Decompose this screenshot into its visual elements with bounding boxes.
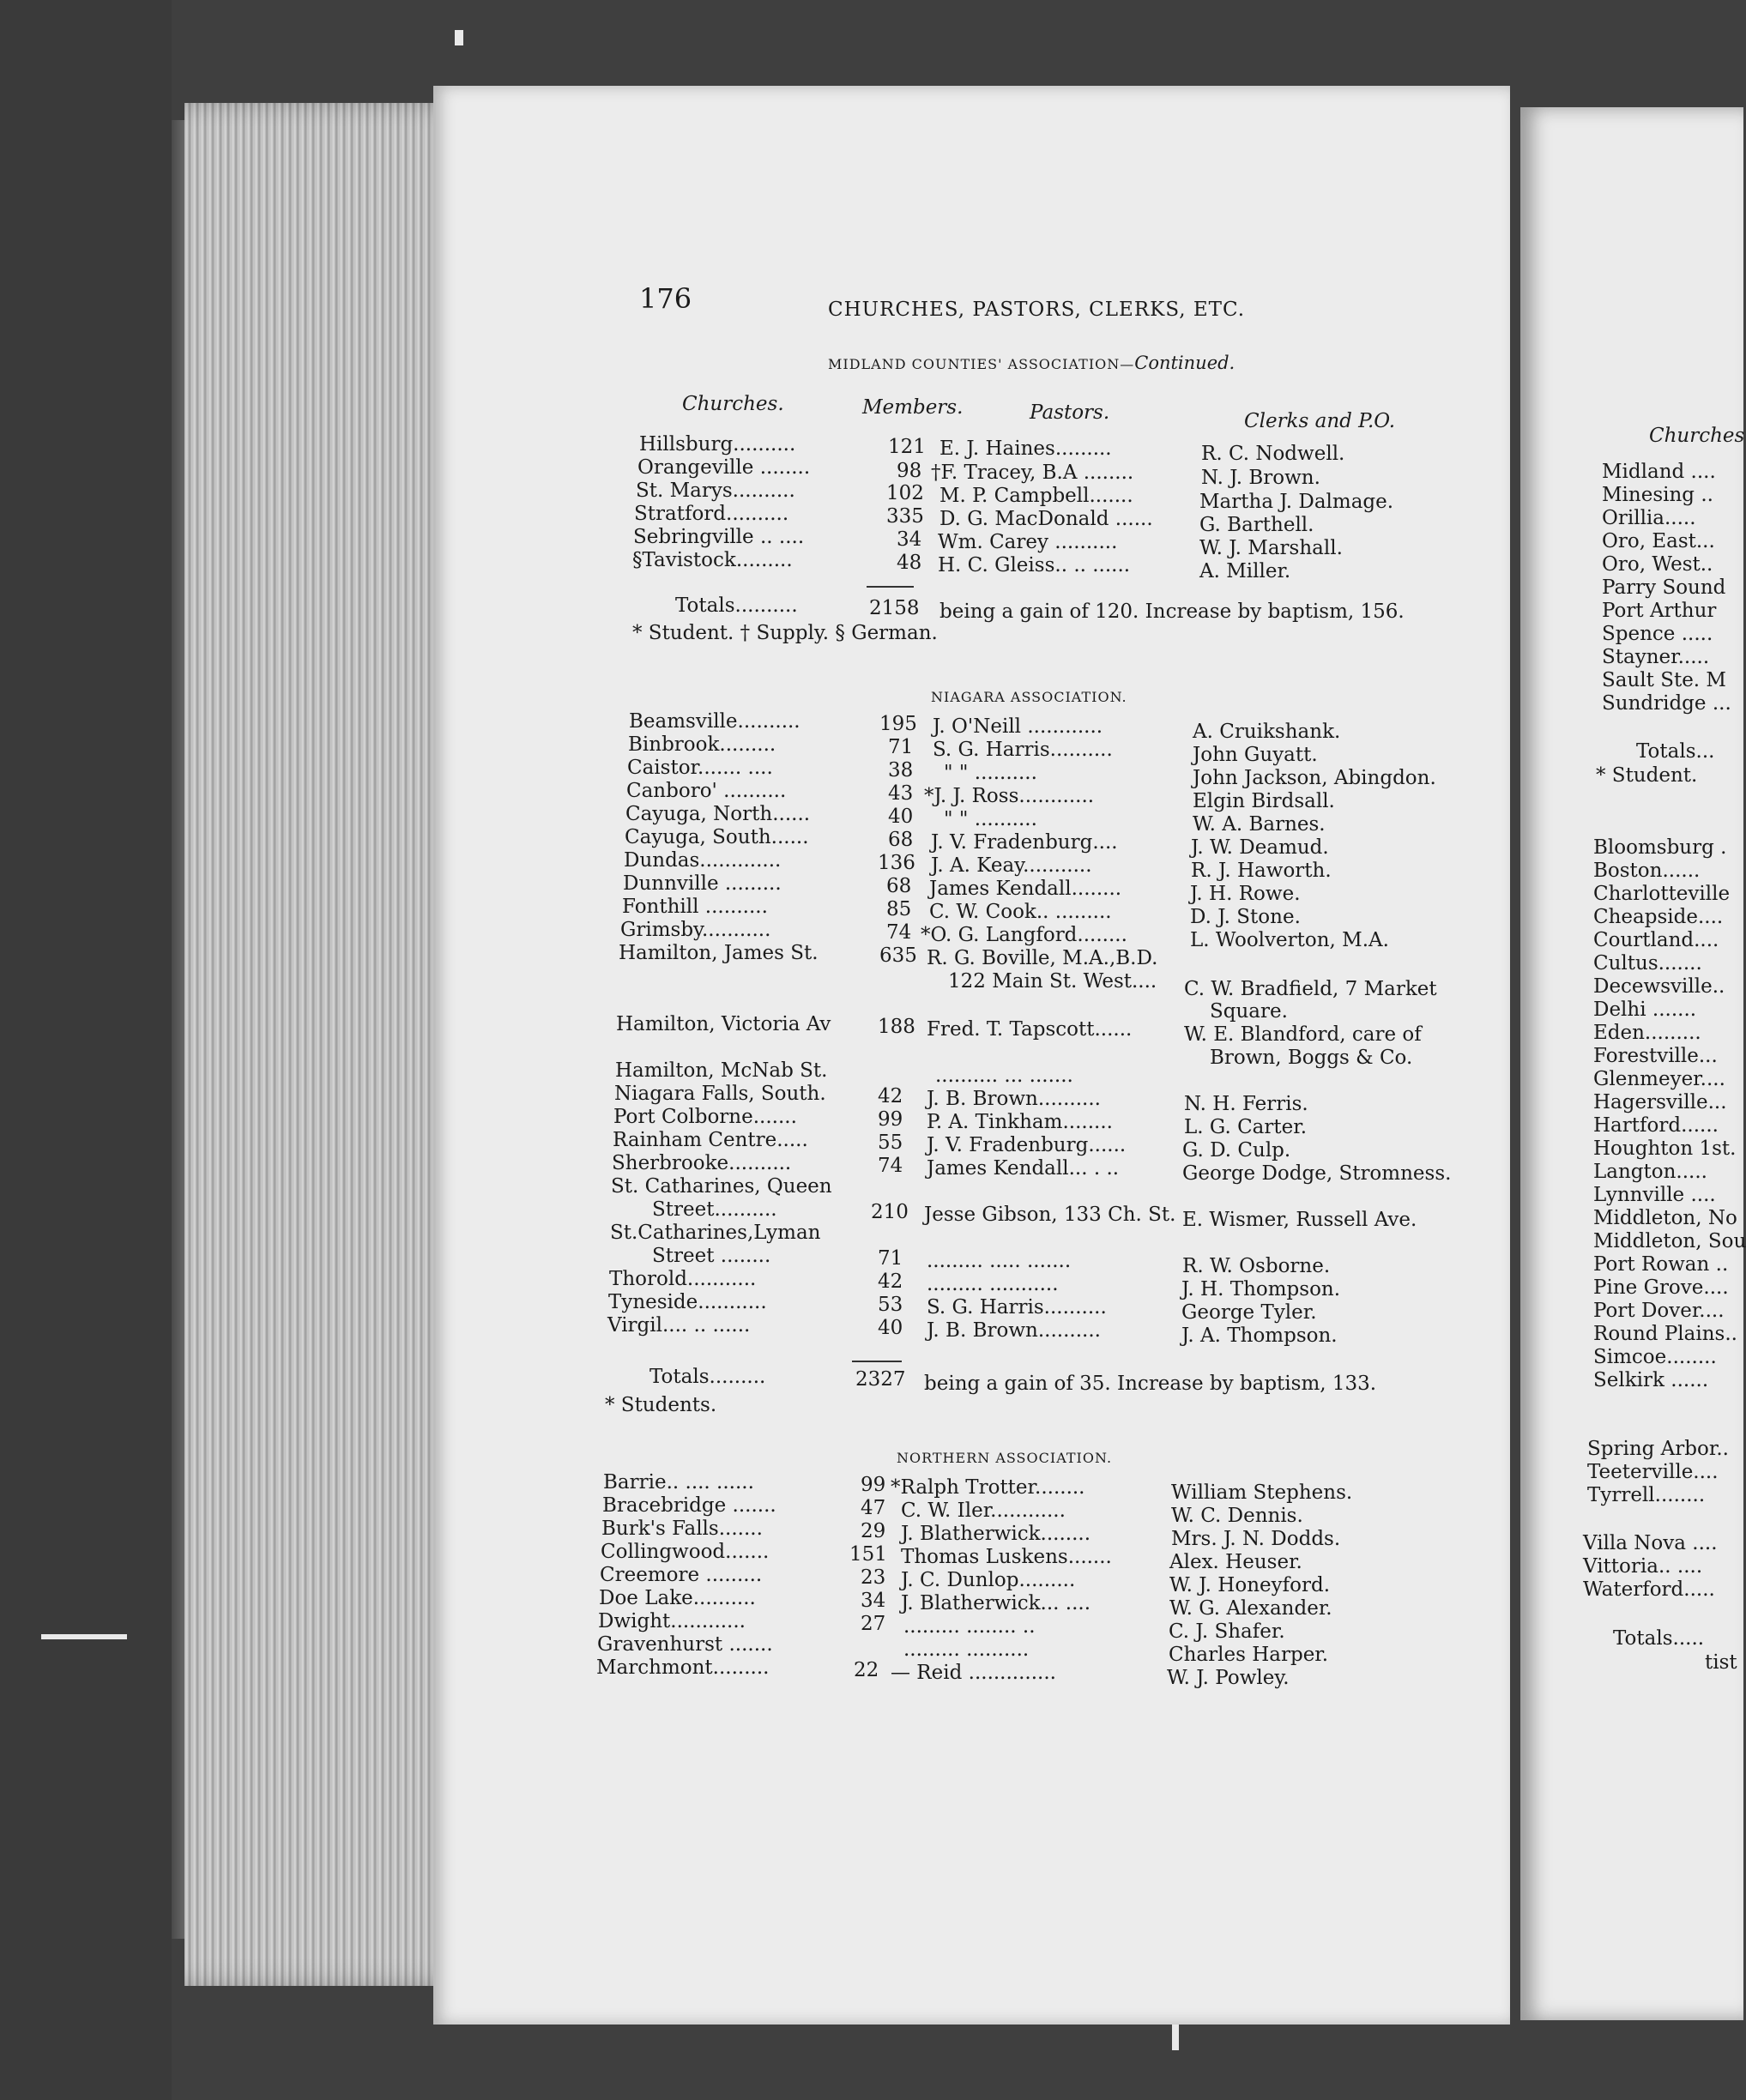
church-name: Hamilton, James St. — [619, 942, 819, 964]
church-name: St.Catharines,Lyman — [610, 1222, 821, 1244]
list-item: Cheapside.... — [1593, 906, 1724, 928]
totals-value: 2158 — [869, 597, 920, 619]
clerk: A. Cruikshank. — [1193, 721, 1341, 743]
list-item: Stayner..... — [1602, 646, 1710, 668]
members: 85 — [886, 898, 912, 920]
list-item: Sundridge ... — [1602, 692, 1731, 715]
clerk: C. W. Bradfield, 7 Market — [1184, 978, 1437, 1000]
members: 40 — [878, 1317, 903, 1339]
members: 29 — [861, 1520, 886, 1542]
members: 47 — [861, 1497, 886, 1519]
pastor: James Kendall... . .. — [927, 1157, 1120, 1180]
list-item: Delhi ....... — [1593, 999, 1697, 1021]
section-heading-northern: NORTHERN ASSOCIATION. — [897, 1450, 1113, 1466]
margin-mark — [455, 30, 463, 45]
list-item: Port Dover.... — [1593, 1300, 1725, 1322]
clerk: Alex. Heuser. — [1169, 1551, 1302, 1573]
pastor: J. A. Keay........... — [931, 854, 1092, 877]
section-heading-midland: MIDLAND COUNTIES' ASSOCIATION—Continued. — [828, 353, 1235, 373]
list-item: Hartford...... — [1593, 1114, 1719, 1137]
pastor: — Reid .............. — [891, 1662, 1056, 1684]
pastor: J. Blatherwick........ — [901, 1523, 1091, 1545]
list-item: Simcoe........ — [1593, 1346, 1717, 1368]
col-header-members: Members. — [862, 396, 964, 419]
members: 22 — [854, 1659, 879, 1681]
church-name: Collingwood....... — [601, 1541, 770, 1563]
clerk: W. E. Blandford, care of — [1184, 1023, 1422, 1046]
pastor: ......... ........ .. — [903, 1615, 1036, 1638]
pastor: J. B. Brown.......... — [927, 1088, 1101, 1110]
list-item: Minesing .. — [1602, 484, 1713, 506]
list-item: Houghton 1st. — [1593, 1138, 1737, 1160]
list-item: Glenmeyer.... — [1593, 1068, 1725, 1090]
pastor: Jesse Gibson, 133 Ch. St. — [924, 1204, 1176, 1226]
clerk: Charles Harper. — [1169, 1644, 1329, 1666]
members: 53 — [878, 1294, 903, 1316]
clerk: W. J. Marshall. — [1199, 537, 1343, 559]
church-name: Orangeville ........ — [637, 456, 811, 479]
totals-label: Totals... — [1636, 740, 1715, 763]
list-item: Forestville... — [1593, 1045, 1718, 1067]
members: 68 — [888, 829, 914, 851]
members: 136 — [878, 852, 915, 874]
members: 48 — [897, 552, 922, 574]
list-item: Tyrrell........ — [1587, 1484, 1706, 1506]
pastor: J. V. Fradenburg.... — [931, 831, 1118, 854]
church-name: Dunnville ......... — [623, 872, 782, 895]
pastor: J. V. Fradenburg...... — [927, 1134, 1127, 1156]
church-name: Tyneside........... — [608, 1291, 767, 1313]
list-item: Vittoria.. .... — [1583, 1555, 1703, 1578]
list-item: Waterford..... — [1583, 1578, 1715, 1601]
pastor: " " .......... — [944, 762, 1037, 784]
clerk: William Stephens. — [1171, 1481, 1353, 1504]
list-item: Orillia..... — [1602, 507, 1696, 529]
col-header-clerks: Clerks and P.O. — [1244, 410, 1396, 432]
pastor: S. G. Harris.......... — [933, 739, 1113, 761]
book-page-edges — [184, 103, 468, 1986]
clerk: John Guyatt. — [1193, 744, 1318, 766]
list-item: Port Arthur — [1602, 600, 1717, 622]
members: 42 — [878, 1270, 903, 1293]
pastor: ......... ........... — [927, 1273, 1059, 1295]
list-item: Cultus....... — [1593, 952, 1702, 975]
page-number: 176 — [639, 282, 692, 315]
list-item: Middleton, Sou — [1593, 1230, 1746, 1252]
church-name: Hamilton, McNab St. — [615, 1059, 828, 1082]
church-name: Cayuga, South...... — [625, 826, 809, 848]
clerk: George Tyler. — [1181, 1301, 1317, 1324]
pastor: M. P. Campbell....... — [939, 485, 1133, 507]
list-item: Langton..... — [1593, 1161, 1707, 1183]
list-item: Oro, West.. — [1602, 553, 1713, 576]
list-item: Parry Sound — [1602, 576, 1726, 599]
church-name: Doe Lake.......... — [599, 1587, 756, 1609]
pastor: S. G. Harris.......... — [927, 1296, 1107, 1319]
clerk: R. C. Nodwell. — [1201, 443, 1345, 465]
pastor: ......... .......... — [903, 1638, 1030, 1661]
church-name-continued: Street.......... — [652, 1198, 777, 1221]
clerk: Martha J. Dalmage. — [1199, 491, 1394, 513]
list-item: Midland .... — [1602, 461, 1716, 483]
pastor: *O. G. Langford........ — [921, 924, 1127, 946]
list-item: Boston...... — [1593, 860, 1701, 882]
members: 121 — [888, 436, 926, 458]
pastor: R. G. Boville, M.A.,B.D. — [927, 947, 1158, 969]
list-item: Pine Grove.... — [1593, 1276, 1729, 1299]
list-item: Hagersville... — [1593, 1091, 1727, 1113]
church-name: Fonthill .......... — [622, 896, 768, 918]
church-name: Port Colborne....... — [613, 1106, 797, 1128]
members: 34 — [861, 1590, 886, 1612]
list-item: Spence ..... — [1602, 623, 1713, 645]
right-page — [1520, 107, 1746, 2020]
pastor: D. G. MacDonald ...... — [939, 508, 1153, 530]
list-item: Round Plains.. — [1593, 1323, 1737, 1345]
members: 40 — [888, 806, 914, 828]
members: 151 — [849, 1543, 887, 1566]
clerk: Mrs. J. N. Dodds. — [1171, 1528, 1341, 1550]
members: 335 — [886, 505, 924, 528]
pastor: *Ralph Trotter........ — [891, 1476, 1085, 1499]
members: 74 — [878, 1155, 903, 1177]
clerk: W. J. Powley. — [1167, 1667, 1290, 1689]
list-item: Bloomsburg . — [1593, 836, 1727, 859]
clerk: W. G. Alexander. — [1169, 1597, 1332, 1620]
members: 27 — [861, 1613, 886, 1635]
clerk: G. D. Culp. — [1182, 1139, 1291, 1162]
members: 68 — [886, 875, 912, 897]
list-item: Decewsville.. — [1593, 975, 1725, 998]
list-item: Eden......... — [1593, 1022, 1701, 1044]
list-item: Teeterville.... — [1587, 1461, 1719, 1483]
church-name: Caistor....... .... — [627, 757, 773, 779]
church-name: Creemore ......... — [600, 1564, 763, 1586]
pastor: E. J. Haines......... — [939, 438, 1112, 460]
church-name: Hamilton, Victoria Av — [616, 1013, 831, 1035]
members: 99 — [861, 1474, 886, 1496]
church-name: Hillsburg.......... — [639, 433, 796, 456]
members: 102 — [886, 482, 924, 504]
pastor: Fred. T. Tapscott...... — [927, 1018, 1133, 1041]
clerk: R. J. Haworth. — [1191, 860, 1332, 882]
list-item: Port Rowan .. — [1593, 1253, 1729, 1276]
church-name: Gravenhurst ....... — [597, 1633, 773, 1656]
pastor: Thomas Luskens....... — [901, 1546, 1112, 1568]
members: 98 — [897, 460, 922, 482]
pastor: James Kendall........ — [929, 878, 1122, 900]
pastor: J. C. Dunlop......... — [901, 1569, 1076, 1591]
list-item: Courtland.... — [1593, 929, 1719, 951]
clerk: N. J. Brown. — [1201, 467, 1320, 489]
clerk: D. J. Stone. — [1190, 906, 1301, 928]
running-head: CHURCHES, PASTORS, CLERKS, ETC. — [828, 299, 1246, 321]
members: 99 — [878, 1108, 903, 1131]
totals-label: Totals......... — [649, 1366, 766, 1388]
list-item: Villa Nova .... — [1583, 1532, 1718, 1554]
members: 34 — [897, 528, 922, 551]
clerk-continued: Brown, Boggs & Co. — [1210, 1047, 1413, 1069]
clerk: J. W. Deamud. — [1191, 836, 1329, 859]
list-item: Sault Ste. M — [1602, 669, 1726, 691]
members: 38 — [888, 759, 914, 781]
church-name: §Tavistock......... — [632, 549, 793, 571]
totals-label: Totals..... — [1613, 1627, 1705, 1650]
totals-rule — [867, 586, 914, 588]
members: 71 — [878, 1247, 903, 1270]
margin-mark — [1172, 2025, 1179, 2050]
pastor: †F. Tracey, B.A ........ — [931, 462, 1134, 484]
church-name: Sebringville .. .... — [633, 526, 805, 548]
members: 55 — [878, 1131, 903, 1154]
margin-mark — [41, 1634, 127, 1639]
clerk: W. J. Honeyford. — [1169, 1574, 1331, 1596]
clerk-continued: Square. — [1210, 1000, 1288, 1023]
list-item: Charlotteville — [1593, 883, 1731, 905]
list-item: Spring Arbor.. — [1587, 1438, 1729, 1460]
pastor: P. A. Tinkham........ — [927, 1111, 1113, 1133]
clerk: G. Barthell. — [1199, 514, 1314, 536]
pastor: *J. J. Ross............ — [924, 785, 1095, 807]
pastor: J. Blatherwick... .... — [901, 1592, 1091, 1614]
church-name: Dundas............. — [624, 849, 782, 872]
section-heading-niagara: NIAGARA ASSOCIATION. — [931, 689, 1127, 705]
members: 23 — [861, 1566, 886, 1589]
church-name: Niagara Falls, South. — [614, 1083, 826, 1105]
church-name: Rainham Centre..... — [613, 1129, 808, 1151]
church-name-continued: Street ........ — [652, 1245, 771, 1267]
totals-text: being a gain of 120. Increase by baptism, 156. — [939, 600, 1405, 623]
totals-text: being a gain of 35. Increase by baptism, 133. — [924, 1373, 1377, 1395]
list-item: Middleton, No — [1593, 1207, 1737, 1229]
church-name: Beamsville.......... — [629, 710, 801, 733]
members: 210 — [871, 1201, 909, 1223]
clerk: Elgin Birdsall. — [1193, 790, 1335, 812]
footnote: * Students. — [605, 1394, 717, 1416]
church-name: Binbrook......... — [628, 733, 776, 756]
church-name: Thorold........... — [609, 1268, 757, 1290]
clerk: A. Miller. — [1199, 560, 1291, 582]
members: 42 — [878, 1085, 903, 1107]
list-item: Lynnville .... — [1593, 1184, 1716, 1206]
pastor: .......... ... ....... — [935, 1065, 1073, 1087]
clerk: J. A. Thompson. — [1181, 1325, 1338, 1347]
col-header-churches: Churches — [1649, 425, 1745, 447]
church-name: Dwight............ — [598, 1610, 746, 1632]
totals-rule — [852, 1361, 902, 1362]
church-name: Virgil.... .. ...... — [607, 1314, 751, 1337]
totals-value: 2327 — [855, 1368, 906, 1391]
church-name: St. Catharines, Queen — [611, 1175, 832, 1198]
col-header-pastors: Pastors. — [1030, 401, 1110, 424]
pastor: " " .......... — [944, 808, 1037, 830]
list-item: Oro, East... — [1602, 530, 1715, 552]
clerk: J. H. Thompson. — [1181, 1278, 1341, 1300]
clerk: John Jackson, Abingdon. — [1193, 767, 1436, 789]
church-name: Bracebridge ....... — [602, 1494, 776, 1517]
church-name: Grimsby........... — [620, 919, 771, 941]
totals-text-fragment: tist — [1705, 1651, 1737, 1674]
footnote: * Student. † Supply. § German. — [632, 622, 938, 644]
members: 635 — [879, 944, 917, 967]
pastor: C. W. Cook.. ......... — [929, 901, 1112, 923]
church-name: Marchmont......... — [596, 1656, 770, 1679]
left-page — [433, 86, 1510, 2025]
clerk: L. Woolverton, M.A. — [1190, 929, 1389, 951]
church-name: Barrie.. .... ...... — [603, 1471, 754, 1494]
pastor: J. O'Neill ............ — [933, 715, 1103, 738]
church-name: Canboro' .......... — [626, 780, 787, 802]
clerk: J. H. Rowe. — [1190, 883, 1301, 905]
pastor: J. B. Brown.......... — [927, 1319, 1101, 1342]
members: 188 — [878, 1016, 915, 1038]
clerk: George Dodge, Stromness. — [1182, 1162, 1452, 1185]
members: 71 — [888, 736, 914, 758]
clerk: C. J. Shafer. — [1169, 1620, 1285, 1643]
church-name: St. Marys.......... — [636, 480, 795, 502]
background-dark — [0, 0, 172, 2100]
clerk: L. G. Carter. — [1184, 1116, 1308, 1138]
pastor: Wm. Carey .......... — [938, 531, 1118, 553]
clerk: W. A. Barnes. — [1193, 813, 1326, 836]
list-item: Selkirk ...... — [1593, 1369, 1709, 1391]
pastor: ......... ..... ....... — [927, 1250, 1072, 1272]
pastor: C. W. Iler............ — [901, 1500, 1066, 1522]
totals-label: Totals.......... — [675, 594, 798, 617]
pastor-address: 122 Main St. West.... — [948, 970, 1157, 993]
church-name: Sherbrooke.......... — [612, 1152, 792, 1174]
clerk: N. H. Ferris. — [1184, 1093, 1308, 1115]
church-name: Stratford.......... — [634, 503, 789, 525]
members: 43 — [888, 782, 914, 805]
col-header-churches: Churches. — [682, 393, 784, 415]
members: 195 — [879, 713, 917, 735]
church-name: Burk's Falls....... — [601, 1518, 763, 1540]
pastor: H. C. Gleiss.. .. ...... — [938, 554, 1131, 576]
clerk: W. C. Dennis. — [1171, 1505, 1303, 1527]
church-name: Cayuga, North...... — [625, 803, 811, 825]
members: 74 — [886, 921, 912, 944]
clerk: R. W. Osborne. — [1182, 1255, 1331, 1277]
footnote: * Student. — [1596, 764, 1698, 787]
clerk: E. Wismer, Russell Ave. — [1182, 1209, 1417, 1231]
